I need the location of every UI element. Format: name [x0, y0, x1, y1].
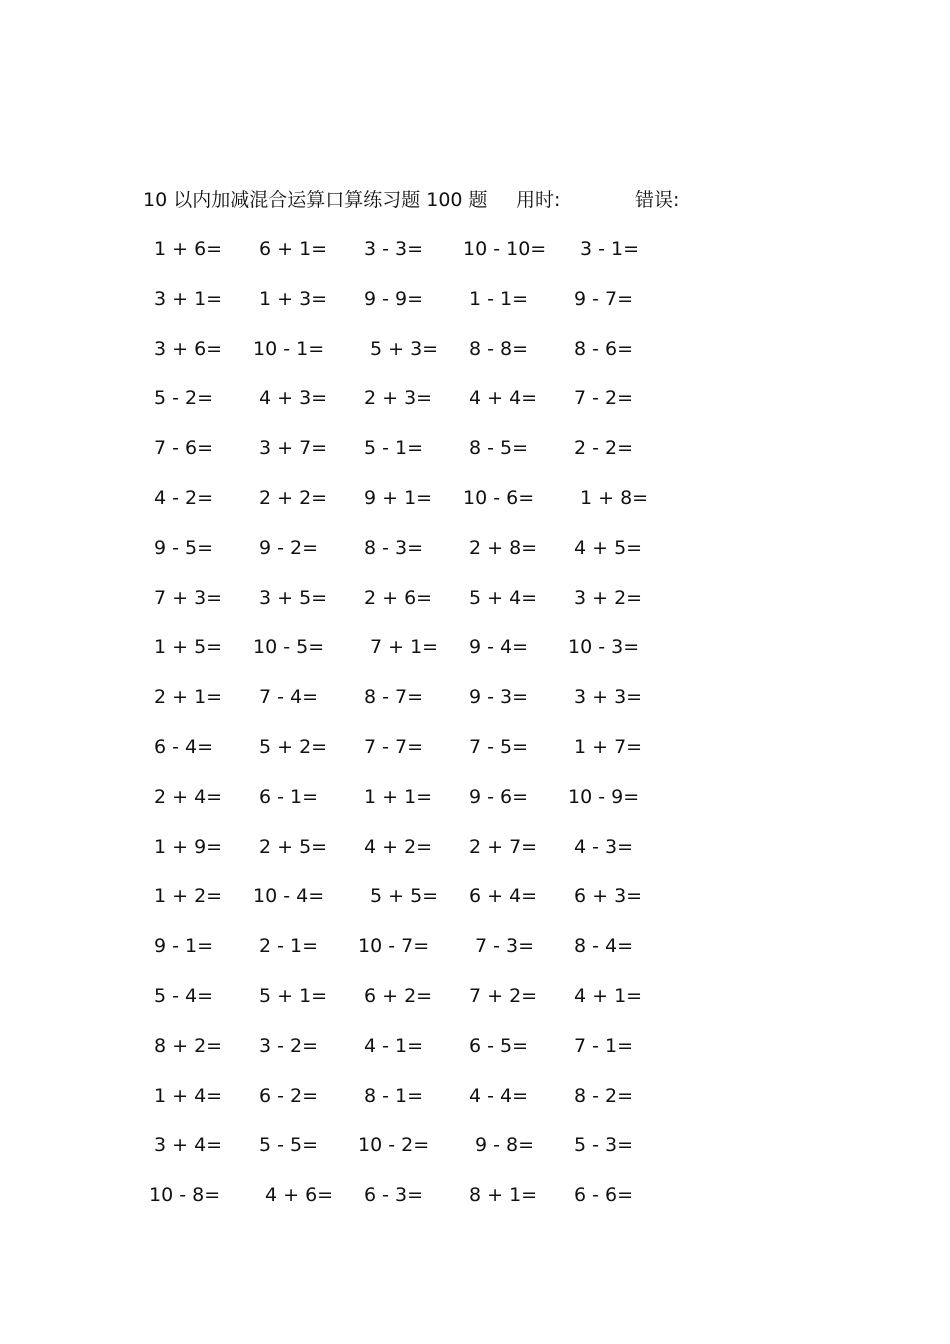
problem-item: 5 - 1=	[364, 437, 424, 460]
problem-item: 1 + 2=	[154, 885, 223, 908]
problem-item: 7 - 2=	[574, 387, 634, 410]
problem-row	[0, 881, 950, 911]
problem-item: 3 + 6=	[154, 337, 223, 360]
problem-item: 5 + 4=	[469, 586, 538, 609]
problem-item: 9 - 3=	[469, 686, 529, 709]
problem-item: 6 + 1=	[259, 238, 328, 260]
problem-row	[0, 533, 950, 563]
problem-item: 5 + 2=	[259, 736, 328, 758]
problem-item: 7 + 2=	[469, 985, 538, 1007]
problem-item: 9 - 1=	[154, 935, 214, 958]
problem-item: 4 + 2=	[364, 835, 433, 858]
problem-item: 6 + 2=	[364, 985, 433, 1007]
problem-item: 2 - 1=	[259, 935, 319, 958]
problem-item: 10 - 3=	[568, 636, 640, 659]
problem-row	[0, 483, 950, 513]
problem-row	[0, 234, 950, 264]
problem-row	[0, 931, 950, 961]
problem-item: 10 - 2=	[358, 1134, 430, 1157]
problem-row	[0, 583, 950, 613]
problem-item: 1 - 1=	[469, 287, 529, 310]
problem-row	[0, 682, 950, 712]
problem-row	[0, 1130, 950, 1160]
problem-item: 10 - 8=	[149, 1184, 221, 1207]
problem-item: 5 - 2=	[154, 387, 214, 410]
problem-item: 7 - 3=	[475, 935, 535, 958]
problem-item: 2 + 2=	[259, 487, 328, 509]
problem-item: 4 - 1=	[364, 1034, 424, 1057]
problem-item: 8 - 5=	[469, 437, 529, 460]
problem-item: 5 + 1=	[259, 985, 328, 1007]
problem-row	[0, 1180, 950, 1210]
problem-item: 8 + 1=	[469, 1184, 538, 1207]
problem-item: 3 - 3=	[364, 238, 424, 260]
problem-item: 9 - 2=	[259, 536, 319, 559]
problem-item: 8 - 7=	[364, 686, 424, 709]
problem-item: 6 - 2=	[259, 1084, 319, 1107]
problem-item: 1 + 6=	[154, 238, 223, 260]
problem-item: 7 - 7=	[364, 736, 424, 758]
problem-item: 6 - 4=	[154, 736, 214, 758]
problem-item: 3 + 2=	[574, 586, 643, 609]
problem-item: 4 + 5=	[574, 536, 643, 559]
problem-item: 8 - 4=	[574, 935, 634, 958]
problem-item: 6 - 6=	[574, 1184, 634, 1207]
problem-item: 9 - 7=	[574, 287, 634, 310]
errors-label: 错误:	[635, 189, 680, 211]
problem-item: 6 - 1=	[259, 785, 319, 808]
problem-item: 1 + 3=	[259, 287, 328, 310]
problem-item: 3 + 3=	[574, 686, 643, 709]
problem-item: 7 - 4=	[259, 686, 319, 709]
problem-item: 7 - 1=	[574, 1034, 634, 1057]
problem-row	[0, 334, 950, 364]
problem-item: 8 + 2=	[154, 1034, 223, 1057]
problem-item: 1 + 8=	[580, 487, 649, 509]
problem-item: 2 + 1=	[154, 686, 223, 709]
problem-item: 10 - 10=	[463, 238, 547, 260]
problem-row	[0, 782, 950, 812]
problem-row	[0, 732, 950, 762]
problem-item: 1 + 4=	[154, 1084, 223, 1107]
problem-item: 4 - 3=	[574, 835, 634, 858]
problem-item: 8 - 2=	[574, 1084, 634, 1107]
problem-item: 6 + 3=	[574, 885, 643, 908]
problem-item: 6 + 4=	[469, 885, 538, 908]
problem-item: 4 + 1=	[574, 985, 643, 1007]
problem-item: 9 - 9=	[364, 287, 424, 310]
problem-item: 9 - 8=	[475, 1134, 535, 1157]
problem-row	[0, 433, 950, 463]
problem-item: 6 - 3=	[364, 1184, 424, 1207]
problem-item: 2 - 2=	[574, 437, 634, 460]
worksheet-title: 10 以内加减混合运算口算练习题 100 题	[143, 189, 488, 211]
problem-item: 4 - 2=	[154, 487, 214, 509]
problem-item: 5 + 3=	[370, 337, 439, 360]
problem-item: 8 - 6=	[574, 337, 634, 360]
problem-item: 2 + 7=	[469, 835, 538, 858]
problem-item: 4 + 3=	[259, 387, 328, 410]
problem-item: 5 - 4=	[154, 985, 214, 1007]
problem-item: 3 + 1=	[154, 287, 223, 310]
problem-item: 9 + 1=	[364, 487, 433, 509]
problem-item: 2 + 3=	[364, 387, 433, 410]
problem-item: 2 + 5=	[259, 835, 328, 858]
problem-item: 4 + 4=	[469, 387, 538, 410]
problem-row	[0, 383, 950, 413]
problem-item: 7 - 6=	[154, 437, 214, 460]
problem-row	[0, 1081, 950, 1111]
problem-item: 8 - 3=	[364, 536, 424, 559]
problem-row	[0, 1031, 950, 1061]
problem-item: 2 + 8=	[469, 536, 538, 559]
problem-item: 9 - 6=	[469, 785, 529, 808]
problem-item: 2 + 6=	[364, 586, 433, 609]
problem-item: 6 - 5=	[469, 1034, 529, 1057]
problem-item: 7 + 1=	[370, 636, 439, 659]
problem-row	[0, 632, 950, 662]
problem-item: 4 - 4=	[469, 1084, 529, 1107]
problem-item: 3 + 4=	[154, 1134, 223, 1157]
problem-item: 10 - 9=	[568, 785, 640, 808]
problem-item: 3 + 5=	[259, 586, 328, 609]
problem-item: 8 - 8=	[469, 337, 529, 360]
time-label: 用时:	[516, 189, 561, 211]
problem-item: 10 - 4=	[253, 885, 325, 908]
problem-item: 5 - 5=	[259, 1134, 319, 1157]
problem-row	[0, 981, 950, 1011]
problem-row	[0, 832, 950, 862]
problem-item: 1 + 1=	[364, 785, 433, 808]
problem-item: 9 - 4=	[469, 636, 529, 659]
problem-item: 7 - 5=	[469, 736, 529, 758]
problem-item: 1 + 9=	[154, 835, 223, 858]
problem-row	[0, 284, 950, 314]
problem-item: 3 - 2=	[259, 1034, 319, 1057]
problem-item: 1 + 5=	[154, 636, 223, 659]
problem-item: 7 + 3=	[154, 586, 223, 609]
problem-item: 3 - 1=	[580, 238, 640, 260]
problem-item: 10 - 5=	[253, 636, 325, 659]
problem-item: 8 - 1=	[364, 1084, 424, 1107]
problem-item: 2 + 4=	[154, 785, 223, 808]
problem-item: 10 - 6=	[463, 487, 535, 509]
problem-item: 9 - 5=	[154, 536, 214, 559]
problem-item: 5 - 3=	[574, 1134, 634, 1157]
problem-item: 4 + 6=	[265, 1184, 334, 1207]
problem-item: 5 + 5=	[370, 885, 439, 908]
problem-item: 3 + 7=	[259, 437, 328, 460]
problem-item: 1 + 7=	[574, 736, 643, 758]
problem-item: 10 - 7=	[358, 935, 430, 958]
problem-item: 10 - 1=	[253, 337, 325, 360]
